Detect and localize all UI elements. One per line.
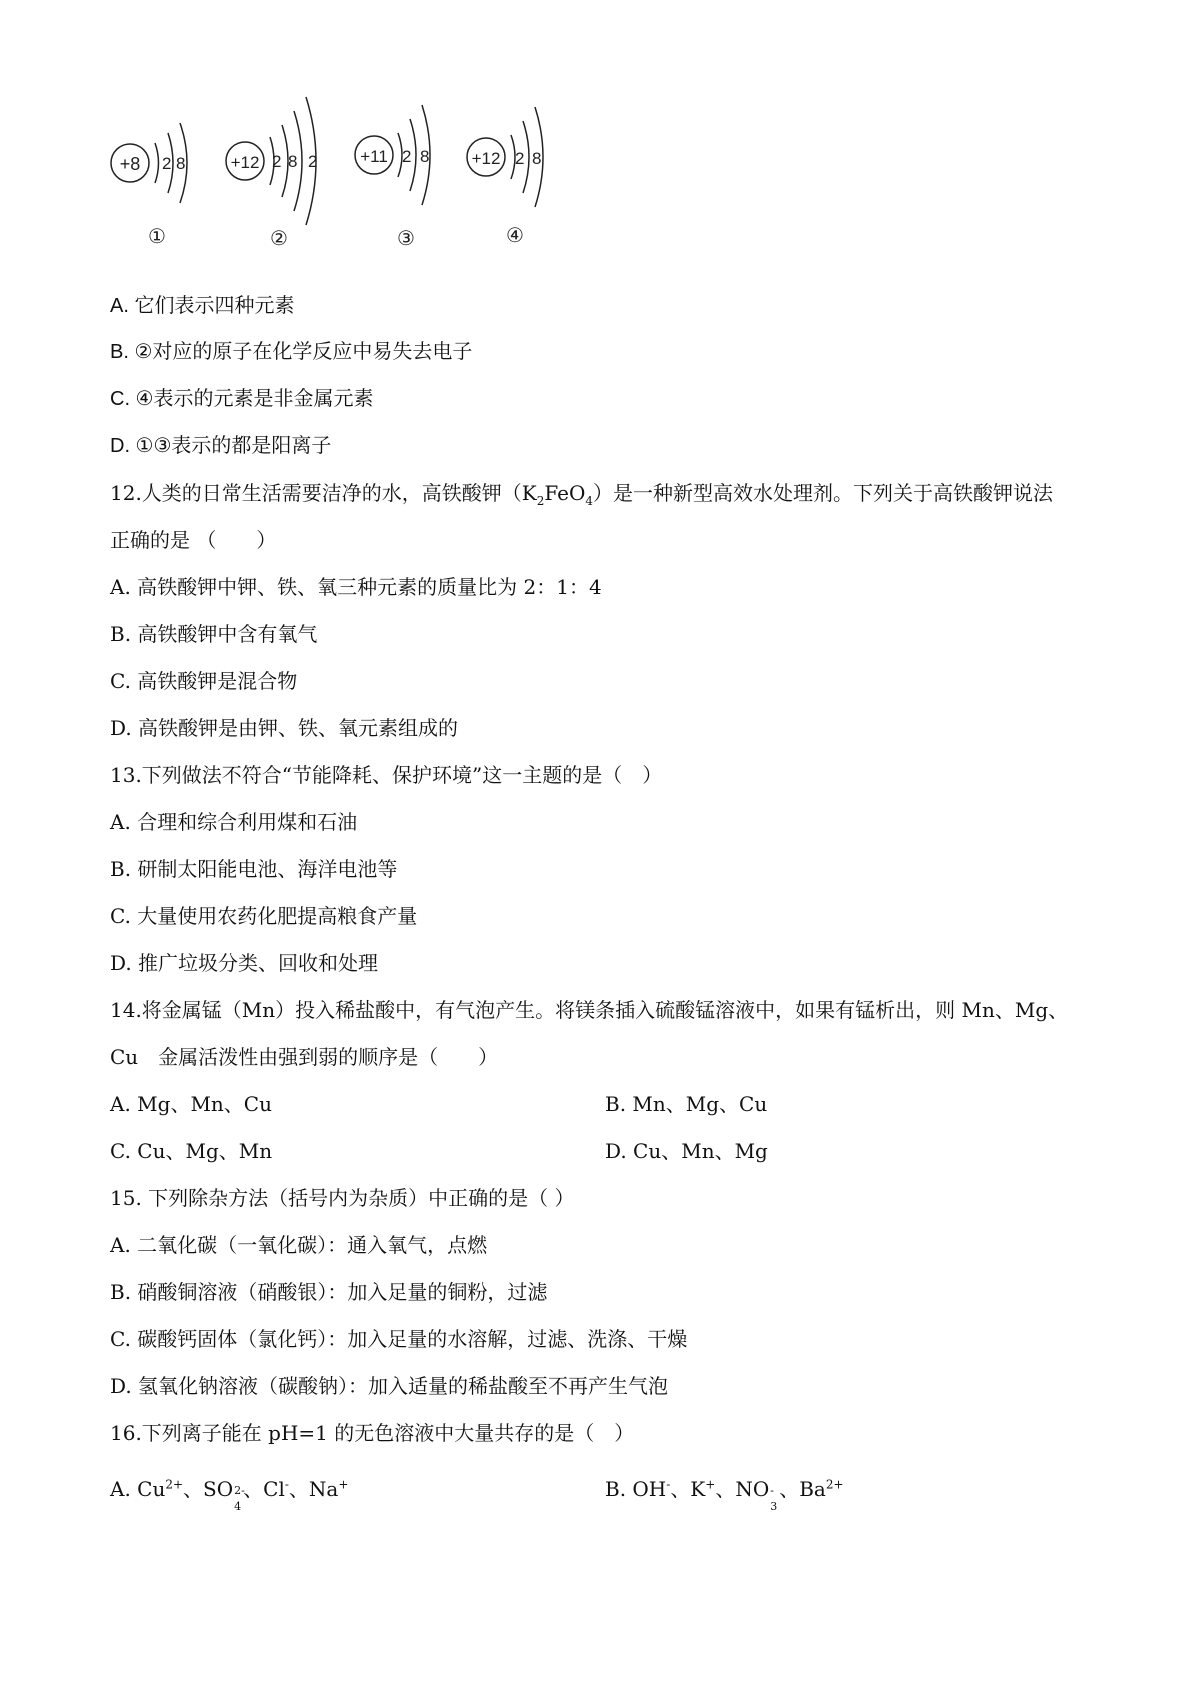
- atom-3: [355, 105, 430, 250]
- ion-charge: 2+: [825, 1477, 844, 1492]
- q14-stem-line2: Cu 金属活泼性由强到弱的顺序是（ ）: [110, 1045, 499, 1069]
- q13-stem: 13.下列做法不符合“节能降耗、保护环境”这一主题的是（ ）: [110, 763, 663, 787]
- ion-text: B. OH: [605, 1477, 667, 1501]
- nucleus-charge: +12: [471, 149, 501, 168]
- q12-stem-text: FeO: [544, 481, 586, 505]
- atom-label: ④: [506, 225, 524, 247]
- subscript: 3: [770, 1499, 778, 1513]
- q12-option-d: D. 高铁酸钾是由钾、铁、氧元素组成的: [110, 716, 459, 740]
- ion-charge: +: [705, 1477, 716, 1492]
- q12-stem-text: ）是一种新型高效水处理剂。下列关于高铁酸钾说法: [593, 481, 1054, 505]
- q14-option-c: C. Cu、Mg、Mn: [110, 1139, 273, 1163]
- ion-text: 、K: [670, 1477, 706, 1501]
- shell-electrons: 2: [272, 152, 282, 171]
- q15-option-c: C. 碳酸钙固体（氯化钙）：加入足量的水溶解，过滤、洗涤、干燥: [110, 1327, 688, 1351]
- q14-option-a: A. Mg、Mn、Cu: [110, 1092, 272, 1116]
- q15-option-a: A. 二氧化碳（一氧化碳）：通入氧气，点燃: [110, 1233, 488, 1257]
- charge-subscript-stack: [233, 1481, 245, 1513]
- shell-electrons: 8: [532, 149, 542, 168]
- q13-option-b: B. 研制太阳能电池、海洋电池等: [110, 857, 398, 881]
- subscript: 4: [585, 494, 594, 508]
- charge-subscript-stack: [769, 1481, 779, 1513]
- atom-2: [226, 97, 317, 250]
- q12-option-b: B. 高铁酸钾中含有氧气: [110, 622, 318, 646]
- q15-option-b: B. 硝酸铜溶液（硝酸银）：加入足量的铜粉，过滤: [110, 1280, 548, 1304]
- atom-4: [467, 107, 543, 247]
- shell-electrons: 8: [176, 154, 186, 173]
- ion-charge: +: [338, 1477, 349, 1492]
- q13-option-c: C. 大量使用农药化肥提高粮食产量: [110, 904, 418, 928]
- nucleus-charge: +12: [230, 153, 260, 172]
- ion-text: A. Cu: [110, 1477, 166, 1501]
- q11-option-b: B. ②对应的原子在化学反应中易失去电子: [110, 341, 473, 363]
- q14-stem-line1: 14.将金属锰（Mn）投入稀盐酸中，有气泡产生。将镁条插入硫酸锰溶液中，如果有锰析出，则 Mn、Mg、: [110, 998, 1069, 1022]
- q13-option-a: A. 合理和综合利用煤和石油: [110, 810, 358, 834]
- ion-text: 、Ba: [779, 1477, 826, 1501]
- ion-charge: -: [284, 1477, 289, 1492]
- atom-label: ①: [148, 226, 166, 248]
- ion-text: 、Na: [288, 1477, 339, 1501]
- shell-electrons: 8: [288, 152, 298, 171]
- ion-text: 、SO: [183, 1477, 234, 1501]
- ion-charge: -: [666, 1477, 671, 1492]
- q12-stem-text: 12.人类的日常生活需要洁净的水，高铁酸钾（K: [110, 481, 537, 505]
- q16-option-b: [605, 1475, 844, 1513]
- nucleus-charge: +11: [360, 147, 388, 166]
- shell-electrons: 2: [402, 147, 412, 166]
- q14-option-d: D. Cu、Mn、Mg: [605, 1139, 768, 1163]
- nucleus-charge: +8: [119, 154, 141, 174]
- ion-charge: 2-: [234, 1483, 245, 1497]
- ion-charge: -: [770, 1483, 774, 1497]
- q14-option-b: B. Mn、Mg、Cu: [605, 1092, 768, 1116]
- atom-label: ③: [397, 228, 415, 250]
- q15-stem: 15. 下列除杂方法（括号内为杂质）中正确的是（ ）: [110, 1186, 575, 1210]
- q12-option-c: C. 高铁酸钾是混合物: [110, 669, 298, 693]
- ion-text: 、Cl: [243, 1477, 285, 1501]
- ion-text: 、NO: [715, 1477, 770, 1501]
- subscript: 4: [234, 1499, 242, 1513]
- q13-option-d: D. 推广垃圾分类、回收和处理: [110, 951, 379, 975]
- shell-electrons: 2: [308, 152, 318, 171]
- q11-option-c: C. ④表示的元素是非金属元素: [110, 388, 374, 410]
- atom-1: [111, 123, 187, 248]
- q11-option-d: D. ①③表示的都是阳离子: [110, 435, 332, 457]
- q11-option-a: A. 它们表示四种元素: [110, 295, 295, 317]
- atom-label: ②: [270, 228, 288, 250]
- shell-electrons: 2: [162, 154, 172, 173]
- shell-electrons: 2: [515, 149, 525, 168]
- q16-option-a: [110, 1475, 349, 1513]
- q12-stem-line1: [110, 479, 1053, 507]
- q12-stem-line2: 正确的是 （ ）: [110, 528, 277, 552]
- q16-stem: 16.下列离子能在 pH=1 的无色溶液中大量共存的是（ ）: [110, 1421, 635, 1445]
- shell-electrons: 8: [420, 147, 430, 166]
- q12-option-a: A. 高铁酸钾中钾、铁、氧三种元素的质量比为 2：1：4: [110, 575, 602, 599]
- ion-charge: 2+: [165, 1477, 184, 1492]
- atomic-structure-diagram: [110, 95, 630, 275]
- q15-option-d: D. 氢氧化钠溶液（碳酸钠）：加入适量的稀盐酸至不再产生气泡: [110, 1374, 669, 1398]
- subscript: 2: [536, 494, 545, 508]
